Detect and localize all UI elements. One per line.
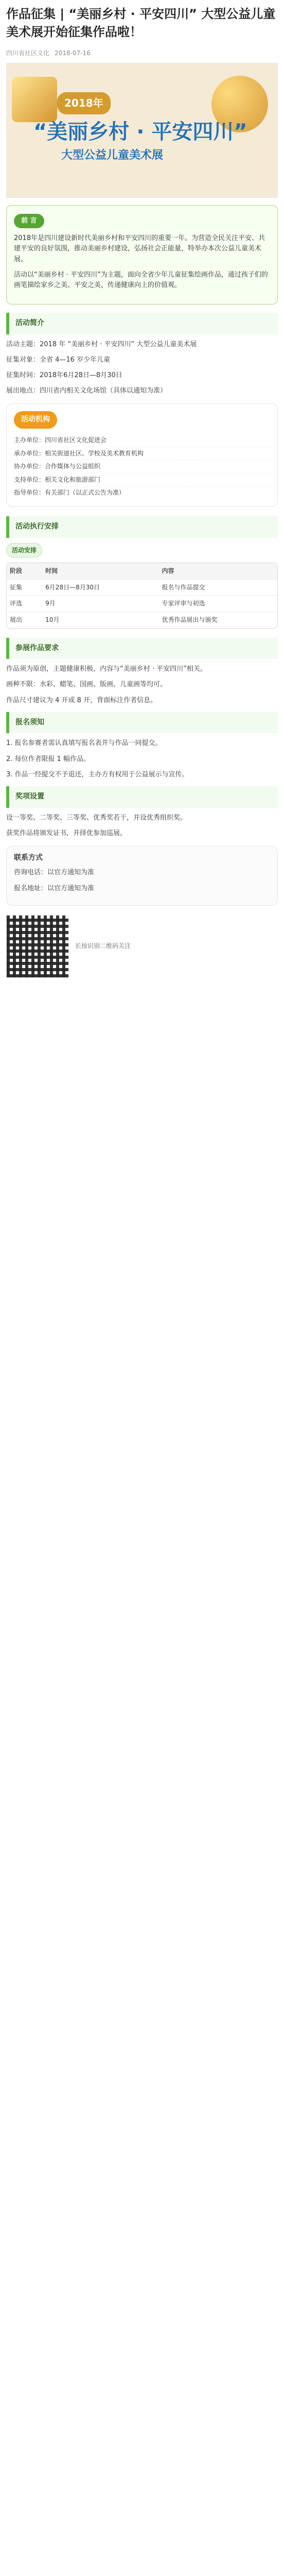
section-activity-intro-title: 活动简介 xyxy=(6,313,278,334)
table-row xyxy=(7,596,277,612)
table-cell: 展出 xyxy=(10,616,23,623)
rules-line-2: 2. 每位作者限报 1 幅作品。 xyxy=(6,755,91,763)
section-rules-title: 报名须知 xyxy=(6,712,278,734)
activity-intro-line-4: 展出地点：四川省内相关文化场馆（具体以通知为准） xyxy=(6,387,167,395)
activity-intro-text xyxy=(0,340,284,397)
requirements-line-2: 画种不限：水彩、蜡笔、国画、版画、儿童画等均可。 xyxy=(6,681,167,689)
article-source: 四川省社区文化 xyxy=(6,49,50,57)
table-cell: 6月28日—8月30日 xyxy=(42,579,158,596)
contact-line-1: 咨询电话：以官方通知为准 xyxy=(14,869,95,877)
schedule-table xyxy=(6,563,278,628)
schedule-table-header-row xyxy=(7,563,277,579)
intro-paragraph-1: 2018年是四川建设新时代美丽乡村和平安四川的重要一年。为营造全民关注平安、共建平安的良好氛围，推动美丽乡村建设，弘扬社会正能量，特举办本次公益儿童美术展。 xyxy=(14,234,265,263)
qr-caption: 长按识别二维码关注 xyxy=(75,942,131,950)
qr-code-icon xyxy=(6,915,69,978)
org-card-title: 活动机构 xyxy=(14,411,57,429)
banner-year-pill: 2018年 xyxy=(57,92,111,114)
intro-paragraph-2: 活动以“美丽乡村 · 平安四川”为主题，面向全省少年儿童征集绘画作品，通过孩子们的画笔描绘家乡之美、平安之美，传递健康向上的价值观。 xyxy=(14,270,268,289)
awards-line-2: 获奖作品将颁发证书，并择优参加巡展。 xyxy=(6,829,127,837)
schedule-pill-row xyxy=(0,543,284,558)
table-cell: 征集 xyxy=(7,579,42,596)
schedule-table-header: 内容 xyxy=(158,563,277,579)
intro-label: 前 言 xyxy=(14,214,44,228)
table-cell: 9月 xyxy=(42,596,158,612)
section-requirements-title: 参展作品要求 xyxy=(6,638,278,659)
activity-intro-line-1: 活动主题：2018 年 “美丽乡村 · 平安四川” 大型公益儿童美术展 xyxy=(6,340,197,348)
brush-decoration xyxy=(12,77,57,122)
article-headline: 作品征集 | “美丽乡村 · 平安四川” 大型公益儿童美术展开始征集作品啦！ xyxy=(6,7,276,39)
table-row xyxy=(7,612,277,628)
event-banner xyxy=(6,63,278,198)
table-cell: 评选 xyxy=(7,596,42,612)
activity-intro-line-2: 征集对象：全省 4—16 岁少年儿童 xyxy=(6,355,111,364)
org-list-item: 指导单位：有关部门（以正式公告为准） xyxy=(14,489,126,497)
org-list-item: 协办单位：合作媒体与公益组织 xyxy=(14,460,270,473)
contact-title: 联系方式 xyxy=(14,853,43,862)
rules-line-3: 3. 作品一经提交不予退还，主办方有权用于公益展示与宣传。 xyxy=(6,770,189,778)
section-awards-title: 奖项设置 xyxy=(6,786,278,808)
rules-text xyxy=(0,738,284,779)
schedule-table-header: 阶段 xyxy=(7,563,42,579)
section-schedule-title: 活动执行安排 xyxy=(6,516,278,538)
banner-title: “美丽乡村 · 平安四川” xyxy=(33,120,247,144)
rules-line-1: 1. 报名参赛者需认真填写报名表并与作品一同提交。 xyxy=(6,739,162,748)
requirements-text xyxy=(0,664,284,705)
spacer xyxy=(0,987,284,1006)
contact-card xyxy=(6,846,278,906)
intro-box xyxy=(6,205,278,304)
org-list-item: 主办单位：四川省社区文化促进会 xyxy=(14,434,270,447)
table-cell: 专家评审与初选 xyxy=(158,596,277,612)
org-list-item: 支持单位：相关文化和旅游部门 xyxy=(14,473,270,487)
schedule-pill: 活动安排 xyxy=(6,543,42,558)
schedule-table-header: 时间 xyxy=(42,563,158,579)
requirements-line-3: 作品尺寸建议为 4 开或 8 开，背面标注作者信息。 xyxy=(6,696,157,704)
table-row xyxy=(7,579,277,596)
org-list-item: 承办单位：相关街道社区、学校及美术教育机构 xyxy=(14,447,270,461)
table-cell: 10月 xyxy=(45,616,60,623)
article-date: 2018-07-16 xyxy=(55,49,91,57)
qr-area xyxy=(0,915,284,978)
table-cell: 报名与作品提交 xyxy=(158,579,277,596)
schedule-table-inner xyxy=(7,563,277,628)
requirements-line-1: 作品须为原创，主题健康积极，内容与“美丽乡村 · 平安四川”相关。 xyxy=(6,665,207,673)
awards-text xyxy=(0,813,284,839)
activity-intro-line-3: 征集时间：2018年6月28日—8月30日 xyxy=(6,371,122,379)
table-cell: 优秀作品展出与颁奖 xyxy=(162,616,218,623)
contact-line-2: 报名地址：以官方通知为准 xyxy=(14,884,95,892)
banner-subtitle: 大型公益儿童美术展 xyxy=(61,149,164,162)
awards-line-1: 设一等奖、二等奖、三等奖、优秀奖若干，并设优秀组织奖。 xyxy=(6,814,187,822)
article-meta xyxy=(0,48,284,63)
org-list xyxy=(14,434,270,499)
org-card xyxy=(6,403,278,507)
